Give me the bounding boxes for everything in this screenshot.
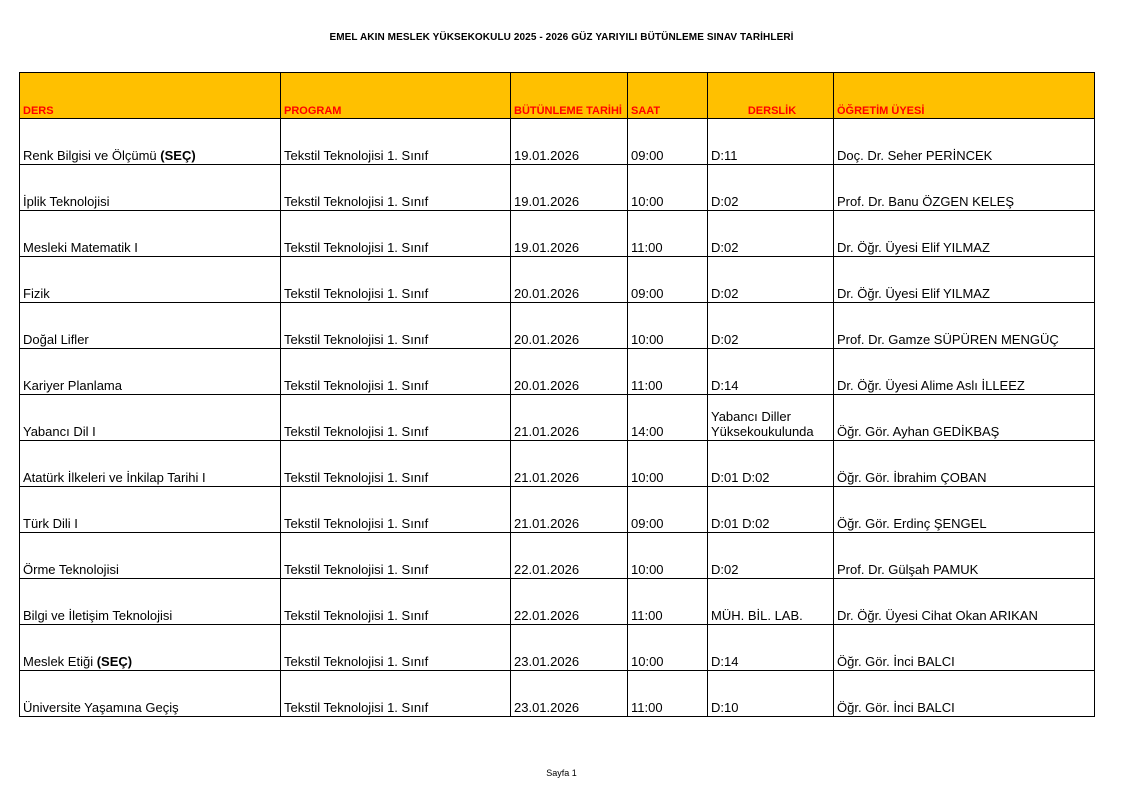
time-cell: 14:00 bbox=[628, 395, 708, 441]
program-cell: Tekstil Teknolojisi 1. Sınıf bbox=[281, 395, 511, 441]
room-cell: D:11 bbox=[708, 119, 834, 165]
time-cell: 11:00 bbox=[628, 579, 708, 625]
room-cell: D:02 bbox=[708, 165, 834, 211]
table-row bbox=[20, 579, 1095, 625]
header-row bbox=[20, 73, 1095, 119]
page-title: EMEL AKIN MESLEK YÜKSEKOKULU 2025 - 2026 GÜZ YARIYILI BÜTÜNLEME SINAV TARİHLERİ bbox=[329, 32, 794, 43]
course-name: Üniversite Yaşamına Geçiş bbox=[23, 700, 179, 715]
course-name: Kariyer Planlama bbox=[23, 378, 122, 393]
table-row bbox=[20, 211, 1095, 257]
program-cell: Tekstil Teknolojisi 1. Sınıf bbox=[281, 119, 511, 165]
date-cell: 21.01.2026 bbox=[511, 395, 628, 441]
program-cell: Tekstil Teknolojisi 1. Sınıf bbox=[281, 579, 511, 625]
date-cell: 19.01.2026 bbox=[511, 165, 628, 211]
program-cell: Tekstil Teknolojisi 1. Sınıf bbox=[281, 441, 511, 487]
instructor-cell: Öğr. Gör. İnci BALCI bbox=[834, 625, 1095, 671]
header-saat: SAAT bbox=[628, 73, 708, 119]
course-cell bbox=[20, 349, 281, 395]
table-row bbox=[20, 395, 1095, 441]
header-tarih: BÜTÜNLEME TARİHİ bbox=[511, 73, 628, 119]
date-cell: 20.01.2026 bbox=[511, 303, 628, 349]
table-row bbox=[20, 441, 1095, 487]
course-name: Türk Dili I bbox=[23, 516, 78, 531]
table-row bbox=[20, 349, 1095, 395]
header-derslik: DERSLİK bbox=[708, 73, 834, 119]
room-cell: D:02 bbox=[708, 533, 834, 579]
course-cell bbox=[20, 533, 281, 579]
elective-tag: (SEÇ) bbox=[160, 148, 196, 163]
program-cell: Tekstil Teknolojisi 1. Sınıf bbox=[281, 257, 511, 303]
room-cell: D:02 bbox=[708, 257, 834, 303]
program-cell: Tekstil Teknolojisi 1. Sınıf bbox=[281, 533, 511, 579]
exam-schedule-table bbox=[19, 72, 1095, 717]
instructor-cell: Dr. Öğr. Üyesi Elif YILMAZ bbox=[834, 257, 1095, 303]
table-row bbox=[20, 533, 1095, 579]
date-cell: 19.01.2026 bbox=[511, 119, 628, 165]
program-cell: Tekstil Teknolojisi 1. Sınıf bbox=[281, 671, 511, 717]
header-program: PROGRAM bbox=[281, 73, 511, 119]
header-ders: DERS bbox=[20, 73, 281, 119]
course-name: Fizik bbox=[23, 286, 50, 301]
course-name: İplik Teknolojisi bbox=[23, 194, 110, 209]
date-cell: 23.01.2026 bbox=[511, 625, 628, 671]
time-cell: 10:00 bbox=[628, 625, 708, 671]
course-name: Meslek Etiği bbox=[23, 654, 94, 669]
program-cell: Tekstil Teknolojisi 1. Sınıf bbox=[281, 487, 511, 533]
time-cell: 09:00 bbox=[628, 257, 708, 303]
table-row bbox=[20, 625, 1095, 671]
instructor-cell: Dr. Öğr. Üyesi Cihat Okan ARIKAN bbox=[834, 579, 1095, 625]
course-name: Atatürk İlkeleri ve İnkilap Tarihi I bbox=[23, 470, 206, 485]
course-cell bbox=[20, 119, 281, 165]
instructor-cell: Prof. Dr. Gülşah PAMUK bbox=[834, 533, 1095, 579]
course-name: Mesleki Matematik I bbox=[23, 240, 138, 255]
date-cell: 23.01.2026 bbox=[511, 671, 628, 717]
course-cell bbox=[20, 441, 281, 487]
table-row bbox=[20, 303, 1095, 349]
table-row bbox=[20, 165, 1095, 211]
room-cell: D:01 D:02 bbox=[708, 487, 834, 533]
room-cell: MÜH. BİL. LAB. bbox=[708, 579, 834, 625]
elective-tag: (SEÇ) bbox=[96, 654, 133, 669]
program-cell: Tekstil Teknolojisi 1. Sınıf bbox=[281, 625, 511, 671]
room-cell: D:02 bbox=[708, 303, 834, 349]
program-cell: Tekstil Teknolojisi 1. Sınıf bbox=[281, 349, 511, 395]
date-cell: 20.01.2026 bbox=[511, 349, 628, 395]
table-row bbox=[20, 257, 1095, 303]
time-cell: 11:00 bbox=[628, 671, 708, 717]
time-cell: 11:00 bbox=[628, 349, 708, 395]
course-cell bbox=[20, 211, 281, 257]
course-cell bbox=[20, 579, 281, 625]
instructor-cell: Prof. Dr. Banu ÖZGEN KELEŞ bbox=[834, 165, 1095, 211]
date-cell: 22.01.2026 bbox=[511, 533, 628, 579]
time-cell: 10:00 bbox=[628, 303, 708, 349]
date-cell: 21.01.2026 bbox=[511, 441, 628, 487]
instructor-cell: Doç. Dr. Seher PERİNCEK bbox=[834, 119, 1095, 165]
course-name: Örme Teknolojisi bbox=[23, 562, 119, 577]
time-cell: 10:00 bbox=[628, 165, 708, 211]
time-cell: 09:00 bbox=[628, 119, 708, 165]
course-cell bbox=[20, 165, 281, 211]
date-cell: 19.01.2026 bbox=[511, 211, 628, 257]
table-row bbox=[20, 671, 1095, 717]
course-name: Bilgi ve İletişim Teknolojisi bbox=[23, 608, 173, 623]
room-cell: D:02 bbox=[708, 211, 834, 257]
program-cell: Tekstil Teknolojisi 1. Sınıf bbox=[281, 303, 511, 349]
room-cell: D:14 bbox=[708, 625, 834, 671]
time-cell: 10:00 bbox=[628, 441, 708, 487]
program-cell: Tekstil Teknolojisi 1. Sınıf bbox=[281, 211, 511, 257]
course-cell bbox=[20, 303, 281, 349]
instructor-cell: Öğr. Gör. İnci BALCI bbox=[834, 671, 1095, 717]
instructor-cell: Öğr. Gör. Ayhan GEDİKBAŞ bbox=[834, 395, 1095, 441]
time-cell: 09:00 bbox=[628, 487, 708, 533]
course-name: Doğal Lifler bbox=[23, 332, 89, 347]
date-cell: 22.01.2026 bbox=[511, 579, 628, 625]
instructor-cell: Prof. Dr. Gamze SÜPÜREN MENGÜÇ bbox=[834, 303, 1095, 349]
program-cell: Tekstil Teknolojisi 1. Sınıf bbox=[281, 165, 511, 211]
course-name: Renk Bilgisi ve Ölçümü bbox=[23, 148, 157, 163]
instructor-cell: Öğr. Gör. İbrahim ÇOBAN bbox=[834, 441, 1095, 487]
instructor-cell: Dr. Öğr. Üyesi Alime Aslı İLLEEZ bbox=[834, 349, 1095, 395]
page-number: Sayfa 1 bbox=[546, 768, 577, 778]
course-cell bbox=[20, 487, 281, 533]
course-cell bbox=[20, 625, 281, 671]
room-cell: D:01 D:02 bbox=[708, 441, 834, 487]
course-cell bbox=[20, 395, 281, 441]
room-cell: D:10 bbox=[708, 671, 834, 717]
table-row bbox=[20, 487, 1095, 533]
date-cell: 21.01.2026 bbox=[511, 487, 628, 533]
instructor-cell: Öğr. Gör. Erdinç ŞENGEL bbox=[834, 487, 1095, 533]
course-cell bbox=[20, 257, 281, 303]
course-cell bbox=[20, 671, 281, 717]
date-cell: 20.01.2026 bbox=[511, 257, 628, 303]
time-cell: 10:00 bbox=[628, 533, 708, 579]
course-name: Yabancı Dil I bbox=[23, 424, 96, 439]
instructor-cell: Dr. Öğr. Üyesi Elif YILMAZ bbox=[834, 211, 1095, 257]
header-ogretim: ÖĞRETİM ÜYESİ bbox=[834, 73, 1095, 119]
room-cell: D:14 bbox=[708, 349, 834, 395]
time-cell: 11:00 bbox=[628, 211, 708, 257]
room-cell: Yabancı Diller Yüksekoukulunda bbox=[708, 395, 834, 441]
table-row bbox=[20, 119, 1095, 165]
